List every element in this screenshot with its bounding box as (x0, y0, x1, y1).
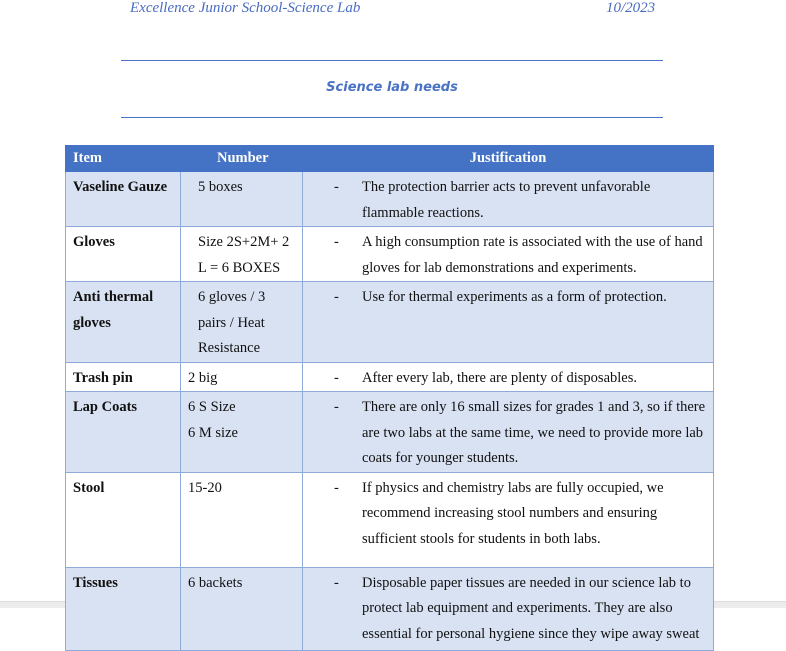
cell-item: Anti thermal gloves (66, 282, 181, 363)
table-row (66, 472, 714, 567)
cell-item: Stool (66, 472, 181, 567)
cell-justification (303, 472, 714, 567)
bullet-dash: - (334, 179, 339, 195)
bullet-dash: - (334, 234, 339, 250)
header-date: 10/2023 (606, 0, 656, 16)
cell-justification (303, 227, 714, 282)
justification-text: A high consumption rate is associated with the use of hand gloves for lab demonstrations and experiments. (362, 234, 703, 276)
table-row (66, 227, 714, 282)
justification-text: Use for thermal experiments as a form of protection. (362, 289, 667, 305)
cell-number: 2 big (181, 362, 303, 392)
bullet-dash: - (334, 369, 339, 386)
needs-table (65, 145, 714, 651)
cell-justification (303, 362, 714, 392)
page-title: Science lab needs (326, 80, 458, 95)
table-row (66, 567, 714, 650)
col-justification: Justification (303, 146, 714, 172)
justification-text: Disposable paper tissues are needed in our science lab to protect lab equipment and experiments. They are also essential for personal hygiene since they wipe away sweat (362, 574, 700, 642)
justification-text: There are only 16 small sizes for grades 1 and 3, so if there are two labs at the same time, we need to provide more lab coats for younger students. (362, 399, 706, 466)
cell-item: Trash pin (66, 362, 181, 392)
cell-justification (303, 392, 714, 473)
bullet-dash: - (334, 479, 339, 496)
header-school: Excellence Junior School-Science Lab (130, 0, 361, 16)
table-header (66, 146, 714, 172)
cell-number: 5 boxes (181, 172, 303, 227)
cell-item: Tissues (66, 567, 181, 650)
justification-text: After every lab, there are plenty of disposables. (362, 369, 637, 386)
title-bottom-rule (121, 117, 663, 118)
cell-number: 6 backets (181, 567, 303, 650)
cell-number: 15-20 (181, 472, 303, 567)
cell-number: 6 S Size 6 M size (181, 392, 303, 473)
table-row (66, 282, 714, 363)
cell-item: Lap Coats (66, 392, 181, 473)
bullet-dash: - (334, 574, 339, 591)
cell-justification (303, 282, 714, 363)
cell-justification (303, 567, 714, 650)
cell-justification (303, 172, 714, 227)
cell-item: Gloves (66, 227, 181, 282)
justification-text: If physics and chemistry labs are fully occupied, we recommend increasing stool numbers and ensuring sufficient stools for students in both labs. (362, 479, 664, 547)
cell-item: Vaseline Gauze (66, 172, 181, 227)
table-row (66, 392, 714, 473)
bullet-dash: - (334, 399, 339, 415)
col-item: Item (66, 146, 181, 172)
table-row (66, 172, 714, 227)
justification-text: The protection barrier acts to prevent unfavorable flammable reactions. (362, 179, 651, 221)
table-row (66, 362, 714, 392)
col-number: Number (181, 146, 303, 172)
cell-number: Size 2S+2M+ 2 L = 6 BOXES (181, 227, 303, 282)
cell-number: 6 gloves / 3 pairs / Heat Resistance (181, 282, 303, 363)
title-top-rule (121, 60, 663, 61)
bullet-dash: - (334, 289, 339, 305)
